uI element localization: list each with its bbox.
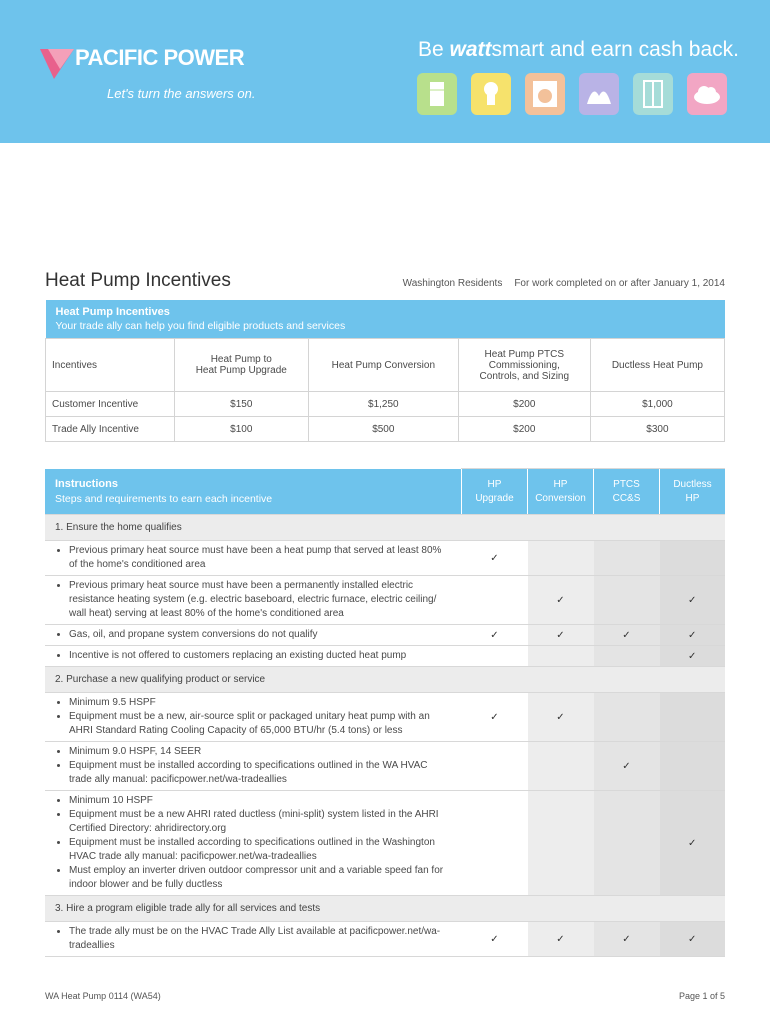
incentive-value: $500 (308, 417, 458, 442)
incentive-value: $1,000 (590, 392, 724, 417)
checkmark-icon: ✓ (660, 625, 726, 646)
instructions-header: Instructions Steps and requirements to earn each incentive (45, 469, 462, 515)
empty-cell (462, 742, 528, 791)
instructions-table (45, 468, 725, 957)
empty-cell (594, 646, 660, 667)
incentives-col-header: Ductless Heat Pump (590, 339, 724, 392)
requirement-bullet: • Previous primary heat source must have been a heat pump that served at least 80% of the home's conditioned area (69, 544, 452, 572)
insulation-icon (579, 73, 619, 115)
requirement-bullet: • Gas, oil, and propane system conversions do not qualify (69, 628, 452, 642)
requirement-bullet: • The trade ally must be on the HVAC Trade Ally List available at pacificpower.net/wa-tradeallies (69, 925, 452, 953)
checkmark-icon: ✓ (594, 742, 660, 791)
empty-cell (660, 541, 726, 576)
incentives-col-header: Heat Pump Conversion (308, 339, 458, 392)
empty-cell (462, 646, 528, 667)
requirement-bullet: • Minimum 9.0 HSPF, 14 SEER (69, 745, 452, 759)
empty-cell (528, 742, 594, 791)
lightbulb-icon (471, 73, 511, 115)
empty-cell (594, 576, 660, 625)
checkmark-icon: ✓ (528, 625, 594, 646)
checkmark-icon: ✓ (462, 693, 528, 742)
incentive-value: $150 (174, 392, 308, 417)
logo-text: PACIFIC POWER (75, 45, 245, 70)
checkmark-icon: ✓ (462, 922, 528, 957)
requirement-bullet: • Previous primary heat source must have been a permanently installed electric resistance heating system (e.g. electric baseboard, electric furnace, electric ceiling/ wall heat) serving at least 80% of the home's conditioned area (69, 579, 452, 621)
doc-subtitle (391, 278, 725, 289)
incentive-label: Customer Incentive (46, 392, 175, 417)
checkmark-icon: ✓ (528, 576, 594, 625)
incentive-value: $1,250 (308, 392, 458, 417)
pacific-power-logo-icon (40, 45, 76, 81)
incentive-row (46, 392, 725, 417)
checkmark-icon: ✓ (594, 922, 660, 957)
checkmark-icon: ✓ (462, 625, 528, 646)
incentives-col-header: Incentives (46, 339, 175, 392)
work-date-label: For work completed on or after January 1, 2014 (514, 278, 725, 289)
requirement-bullet: • Equipment must be installed according to specifications outlined in the Washington HVAC trade ally manual: pacificpower.net/wa-tradeallies (69, 836, 452, 864)
requirement-bullet: • Equipment must be installed according to specifications outlined in the WA HVAC trade ally manual: pacificpower.net/wa-tradeallies (69, 759, 452, 787)
checkmark-icon: ✓ (660, 791, 726, 896)
requirement-row (45, 922, 725, 957)
window-icon (633, 73, 673, 115)
incentives-header: Heat Pump Incentives Your trade ally can help you find eligible products and services (46, 300, 725, 339)
requirement-bullet: • Incentive is not offered to customers replacing an existing ducted heat pump (69, 649, 452, 663)
requirement-row (45, 693, 725, 742)
section-header: 2. Purchase a new qualifying product or service (45, 667, 725, 693)
incentives-col-header: Heat Pump PTCS Commissioning, Controls, and Sizing (458, 339, 590, 392)
incentive-value: $200 (458, 392, 590, 417)
page-title: Heat Pump Incentives (45, 270, 231, 291)
requirement-row (45, 625, 725, 646)
slogan: Be wattsmart and earn cash back. (418, 38, 739, 61)
requirement-row (45, 541, 725, 576)
header-banner (0, 0, 770, 143)
empty-cell (462, 576, 528, 625)
requirement-row (45, 742, 725, 791)
incentive-row (46, 417, 725, 442)
checkmark-icon: ✓ (528, 922, 594, 957)
requirement-row (45, 576, 725, 625)
requirement-bullet: • Equipment must be a new AHRI rated ductless (mini-split) system listed in the AHRI Certified Directory: ahridirectory.org (69, 808, 452, 836)
checkmark-icon: ✓ (660, 646, 726, 667)
section-header: 1. Ensure the home qualifies (45, 515, 725, 541)
refrigerator-icon (417, 73, 457, 115)
empty-cell (528, 541, 594, 576)
empty-cell (660, 742, 726, 791)
col-ptcs: PTCS CC&S (594, 469, 660, 515)
empty-cell (528, 646, 594, 667)
empty-cell (594, 693, 660, 742)
checkmark-icon: ✓ (462, 541, 528, 576)
requirement-bullet: • Minimum 9.5 HSPF (69, 696, 452, 710)
section-header: 3. Hire a program eligible trade ally for all services and tests (45, 896, 725, 922)
checkmark-icon: ✓ (594, 625, 660, 646)
incentive-value: $300 (590, 417, 724, 442)
requirement-bullet: • Must employ an inverter driven outdoor compressor unit and a variable speed fan for indoor blower and be fully ductless (69, 864, 452, 892)
incentive-value: $100 (174, 417, 308, 442)
col-ductless: Ductless HP (660, 469, 726, 515)
requirement-row (45, 646, 725, 667)
footer-form-id: WA Heat Pump 0114 (WA54) (45, 991, 161, 1001)
footer-page-number: Page 1 of 5 (678, 991, 725, 1001)
residents-label: Washington Residents (402, 278, 503, 289)
incentive-value: $200 (458, 417, 590, 442)
cloud-icon (687, 73, 727, 115)
requirement-row (45, 791, 725, 896)
empty-cell (594, 541, 660, 576)
tagline: Let's turn the answers on. (107, 86, 256, 101)
checkmark-icon: ✓ (660, 922, 726, 957)
empty-cell (462, 791, 528, 896)
checkmark-icon: ✓ (660, 576, 726, 625)
requirement-bullet: • Minimum 10 HSPF (69, 794, 452, 808)
empty-cell (660, 693, 726, 742)
requirement-bullet: • Equipment must be a new, air-source split or packaged unitary heat pump with an AHRI Standard Rating Cooling Capacity of 65,000 BTU/hr (5.4 tons) or less (69, 710, 452, 738)
incentives-col-header: Heat Pump to Heat Pump Upgrade (174, 339, 308, 392)
washer-icon (525, 73, 565, 115)
incentives-table (45, 300, 725, 442)
incentive-label: Trade Ally Incentive (46, 417, 175, 442)
empty-cell (594, 791, 660, 896)
col-hp-upgrade: HP Upgrade (462, 469, 528, 515)
checkmark-icon: ✓ (528, 693, 594, 742)
col-hp-conversion: HP Conversion (528, 469, 594, 515)
empty-cell (528, 791, 594, 896)
program-icons (417, 73, 727, 115)
